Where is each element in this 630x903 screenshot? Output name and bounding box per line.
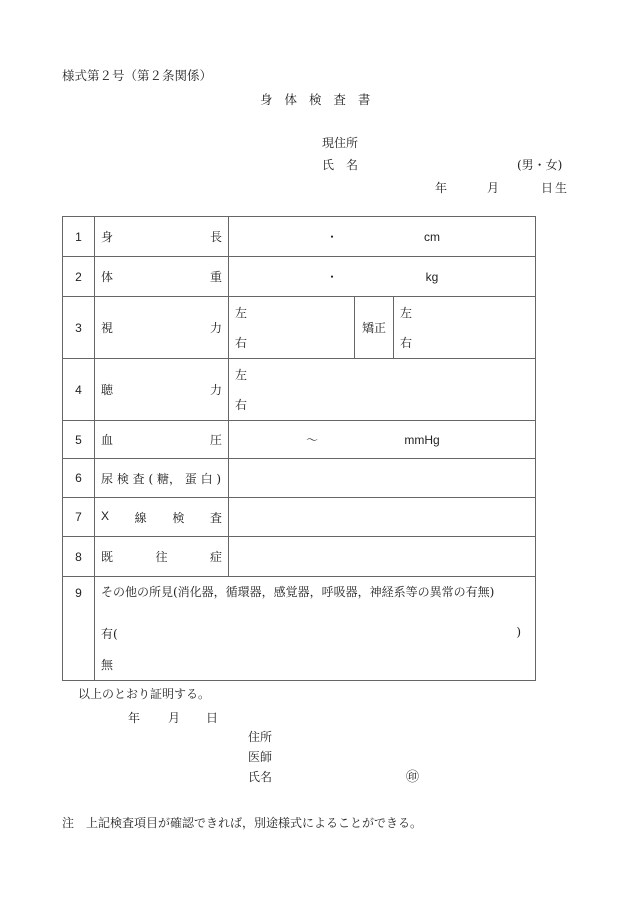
name-label: 氏 名	[322, 158, 359, 172]
address-label: 現住所	[322, 136, 359, 150]
table-row-hearing: 4 聴 力 左 右	[63, 359, 536, 421]
row-number: 2	[63, 257, 95, 297]
doctor-label: 医師	[248, 750, 273, 764]
form-number: 様式第２号（第２条関係）	[62, 68, 213, 83]
footnote: 注 上記検査項目が確認できれば，別途様式によることができる。	[62, 816, 423, 830]
corrected-label: 矯正	[355, 297, 394, 359]
history-field[interactable]	[229, 537, 536, 577]
page-title: 身 体 検 査 書	[260, 92, 375, 107]
sex-options: (男・女)	[517, 158, 563, 172]
hearing-field[interactable]: 左 右	[229, 359, 536, 421]
certification-statement: 以上のとおり証明する。	[78, 687, 211, 701]
other-findings-label: その他の所見(消化器，循環器，感覚器，呼吸器，神経系等の異常の有無)	[101, 585, 495, 599]
table-row-blood-pressure: 5 血 圧 ～ mmHg	[63, 421, 536, 459]
cert-year-label: 年	[128, 711, 141, 725]
row-number: 1	[63, 217, 95, 257]
row-number: 6	[63, 459, 95, 498]
table-row-weight: 2 体 重 ・ kg	[63, 257, 536, 297]
xray-field[interactable]	[229, 498, 536, 537]
doctor-address-label: 住所	[248, 730, 273, 744]
row-number: 8	[63, 537, 95, 577]
urine-field[interactable]	[229, 459, 536, 498]
seal-icon: ㊞	[406, 770, 420, 785]
vision-field[interactable]: 左 右	[229, 297, 355, 359]
row-number: 9	[63, 577, 95, 681]
cert-month-label: 月	[168, 711, 181, 725]
row-number: 4	[63, 359, 95, 421]
row-label-left: 身	[101, 230, 114, 244]
table-row-urine: 6 尿 検 査 ( 糖， 蛋 白 )	[63, 459, 536, 498]
corrected-vision-field[interactable]: 左 右	[394, 297, 536, 359]
table-row-xray: 7 X 線 検 査	[63, 498, 536, 537]
birth-month-label: 月	[487, 181, 500, 195]
birth-year-label: 年	[435, 181, 448, 195]
blood-pressure-field[interactable]: ～ mmHg	[229, 421, 536, 459]
cert-day-label: 日	[206, 711, 219, 725]
findings-yes[interactable]: 有(	[101, 627, 118, 641]
other-findings-field[interactable]: その他の所見(消化器，循環器，感覚器，呼吸器，神経系等の異常の有無) 有( ) 無	[95, 577, 536, 681]
row-label-right: 長	[209, 230, 222, 244]
birth-day-label: 日生	[541, 181, 570, 195]
table-row-history: 8 既 往 症	[63, 537, 536, 577]
exam-table	[62, 216, 536, 681]
row-number: 7	[63, 498, 95, 537]
table-row-other-findings	[63, 577, 536, 681]
weight-field[interactable]: ・ kg	[229, 257, 536, 297]
doctor-name-label: 氏名	[248, 770, 273, 784]
height-field[interactable]: ・ cm	[229, 217, 536, 257]
table-row-height	[63, 217, 536, 257]
findings-no[interactable]: 無	[101, 658, 114, 672]
row-number: 3	[63, 297, 95, 359]
row-number: 5	[63, 421, 95, 459]
table-row-vision: 3 視 力 左 右 矯正 左 右	[63, 297, 536, 359]
